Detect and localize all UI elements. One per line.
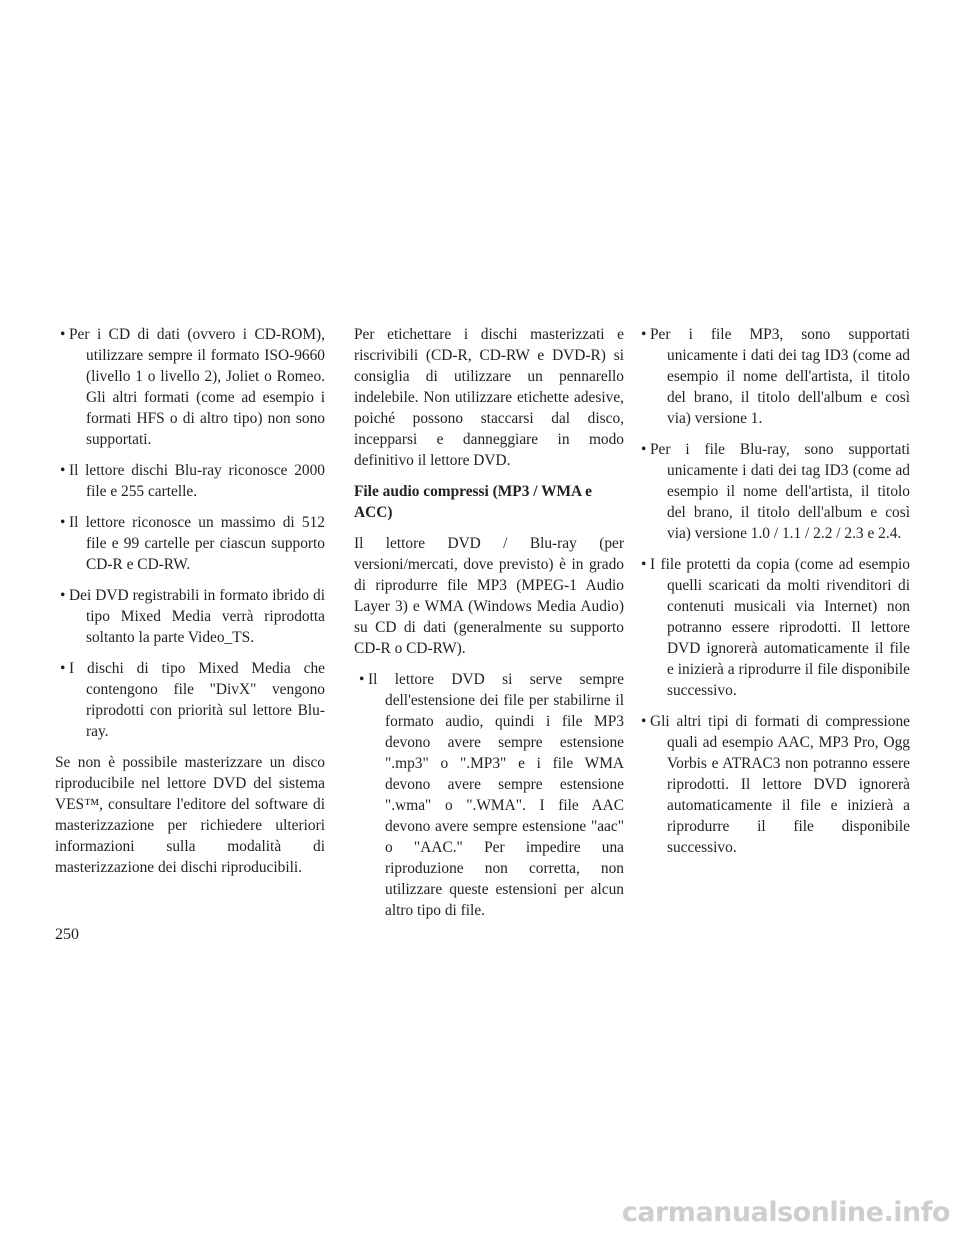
list-item: • I dischi di tipo Mixed Media che contengono file "DivX" vengono riprodotti con priorità sul lettore Blu-ray. — [60, 660, 325, 740]
text-column-right — [636, 324, 910, 868]
bullet-icon: • — [60, 514, 66, 531]
list-item: • Dei DVD registrabili in formato ibrido di tipo Mixed Media verrà riprodotta soltanto la parte Video_TS. — [60, 587, 325, 646]
body-paragraph: Il lettore DVD / Blu-ray (per versioni/mercati, dove previsto) è in grado di riprodurre file MP3 (MPEG-1 Audio Layer 3) e WMA (Windows Media Audio) su CD di dati (generalmente su supporto CD-R o CD-RW). — [354, 535, 624, 657]
list-item: • I file protetti da copia (come ad esempio quelli scaricati da molti rivenditori di contenuti musicali via Internet) non potranno essere riprodotti. Il lettore DVD ignorerà automaticamente il file e inizierà a riprodurre il file disponibile successivo. — [641, 556, 910, 699]
bullet-list — [354, 669, 624, 921]
list-item: • Il lettore riconosce un massimo di 512 file e 99 cartelle per ciascun supporto CD-R e CD-RW. — [60, 514, 325, 573]
list-item: • Per i file MP3, sono supportati unicamente i dati dei tag ID3 (come ad esempio il nome dell'artista, il titolo del brano, il titolo dell'album e così via) versione 1. — [641, 326, 910, 427]
bullet-icon: • — [60, 660, 66, 677]
bullet-list — [55, 324, 325, 742]
list-item: • Per i file Blu-ray, sono supportati unicamente i dati dei tag ID3 (come ad esempio il nome dell'artista, il titolo del brano, il titolo dell'album e così via) versione 1.0 / 1.1 / 2.2 / 2.3 e 2.4. — [641, 441, 910, 542]
list-item: • Il lettore dischi Blu-ray riconosce 2000 file e 255 cartelle. — [60, 462, 325, 500]
list-item: • Gli altri tipi di formati di compressione quali ad esempio AAC, MP3 Pro, Ogg Vorbis e ATRAC3 non potranno essere riprodotti. Il lettore DVD ignorerà automaticamente il file e inizierà a riprodurre il file disponibile successivo. — [641, 713, 910, 856]
bullet-icon: • — [60, 462, 66, 479]
bullet-icon: • — [641, 441, 647, 458]
list-item: • Per i CD di dati (ovvero i CD-ROM), utilizzare sempre il formato ISO-9660 (livello 1 o livello 2), Joliet o Romeo. Gli altri formati (come ad esempio i formati HFS o di altro tipo) non sono supportati. — [60, 326, 325, 448]
list-item: • Il lettore DVD si serve sempre dell'estensione dei file per stabilirne il formato audio, quindi i file MP3 devono avere sempre estensione ".mp3" o ".MP3" e i file WMA devono avere sempre estensione ".wma" o ".WMA". I file AAC devono avere sempre estensione "aac" o "AAC." Per impedire una riproduzione non corretta, non utilizzare queste estensioni per alcun altro tipo di file. — [359, 671, 624, 919]
bullet-icon: • — [60, 587, 66, 604]
bullet-list — [636, 324, 910, 858]
bullet-icon: • — [641, 713, 647, 730]
bullet-icon: • — [60, 326, 66, 343]
body-paragraph: Per etichettare i dischi masterizzati e riscrivibili (CD-R, CD-RW e DVD-R) si consiglia di utilizzare un pennarello indelebile. Non utilizzare etichette adesive, poiché possono staccarsi dal disco, incepparsi e danneggiare in modo definitivo il lettore DVD. — [354, 326, 624, 469]
bullet-icon: • — [641, 326, 647, 343]
watermark-logo: carmanualsonline.info — [621, 1197, 950, 1228]
section-heading: File audio compressi (MP3 / WMA e ACC) — [354, 483, 592, 521]
text-column-middle — [354, 324, 624, 931]
text-column-left — [55, 324, 325, 888]
bullet-icon: • — [359, 671, 365, 688]
body-paragraph: Se non è possibile masterizzare un disco riproducibile nel lettore DVD del sistema VES™, consultare l'editore del software di masterizzazione per richiedere ulteriori informazioni sulla modalità di masterizzazione dei dischi riproducibili. — [55, 754, 325, 876]
page-number: 250 — [55, 926, 79, 943]
bullet-icon: • — [641, 556, 647, 573]
